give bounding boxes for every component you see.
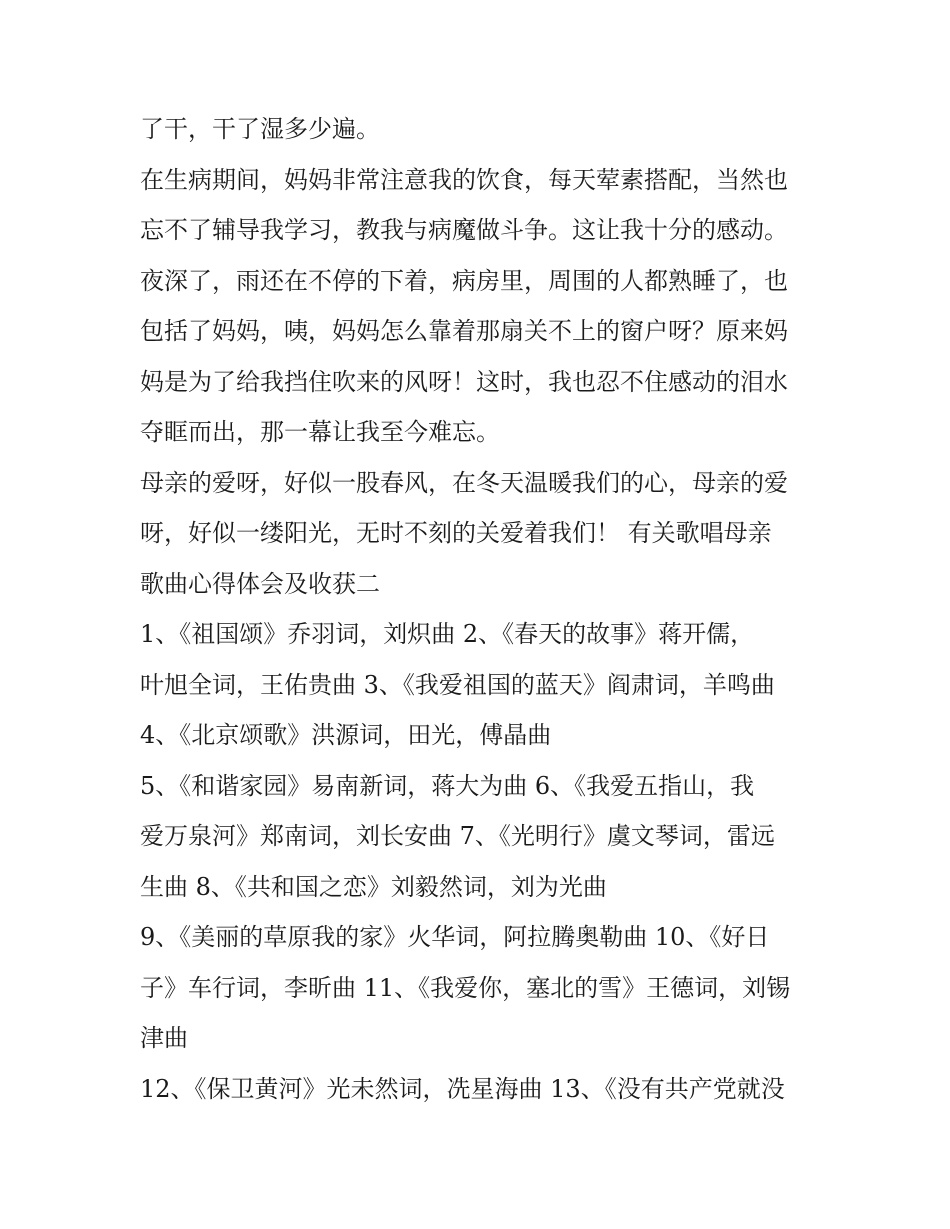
text-line: 5、《和谐家园》易南新词，蒋大为曲 6、《我爱五指山，我 bbox=[140, 771, 755, 800]
text-line: 生曲 8、《共和国之恋》刘毅然词，刘为光曲 bbox=[140, 872, 607, 901]
text-line: 1、《祖国颂》乔羽词，刘炽曲 2、《春天的故事》蒋开儒， bbox=[140, 620, 755, 648]
text-line: 母亲的爱呀，好似一股春风，在冬天温暖我们的心，母亲的爱 bbox=[140, 468, 788, 497]
document-body bbox=[140, 104, 820, 1114]
text-line: 津曲 bbox=[140, 1024, 188, 1052]
text-line: 夺眶而出，那一幕让我至今难忘。 bbox=[140, 418, 500, 446]
text-line: 9、《美丽的草原我的家》火华词，阿拉腾奥勒曲 10、《好日 bbox=[140, 923, 770, 951]
text-line: 子》车行词，李昕曲 11、《我爱你，塞北的雪》王德词，刘锡 bbox=[140, 973, 791, 1002]
text-line: 歌曲心得体会及收获二 bbox=[140, 569, 380, 598]
text-line: 夜深了，雨还在不停的下着，病房里，周围的人都熟睡了，也 bbox=[140, 266, 788, 295]
text-line: 妈是为了给我挡住吹来的风呀！这时，我也忍不住感动的泪水 bbox=[140, 367, 788, 396]
text-line: 在生病期间，妈妈非常注意我的饮食，每天荤素搭配，当然也 bbox=[140, 165, 788, 194]
text-line: 了干，干了湿多少遍。 bbox=[140, 115, 380, 143]
text-line: 包括了妈妈，咦，妈妈怎么靠着那扇关不上的窗户呀？原来妈 bbox=[140, 317, 788, 345]
text-line: 叶旭全词，王佑贵曲 3、《我爱祖国的蓝天》阎肃词，羊鸣曲 bbox=[140, 670, 775, 699]
text-line: 12、《保卫黄河》光未然词，冼星海曲 13、《没有共产党就没 bbox=[140, 1074, 785, 1103]
text-line: 4、《北京颂歌》洪源词，田光，傅晶曲 bbox=[140, 721, 552, 749]
text-line: 忘不了辅导我学习，教我与病魔做斗争。这让我十分的感动。 bbox=[140, 216, 788, 244]
text-line: 呀，好似一缕阳光，无时不刻的关爱着我们！ 有关歌唱母亲 bbox=[140, 519, 772, 547]
text-line: 爱万泉河》郑南词，刘长安曲 7、《光明行》虞文琴词，雷远 bbox=[140, 822, 775, 850]
